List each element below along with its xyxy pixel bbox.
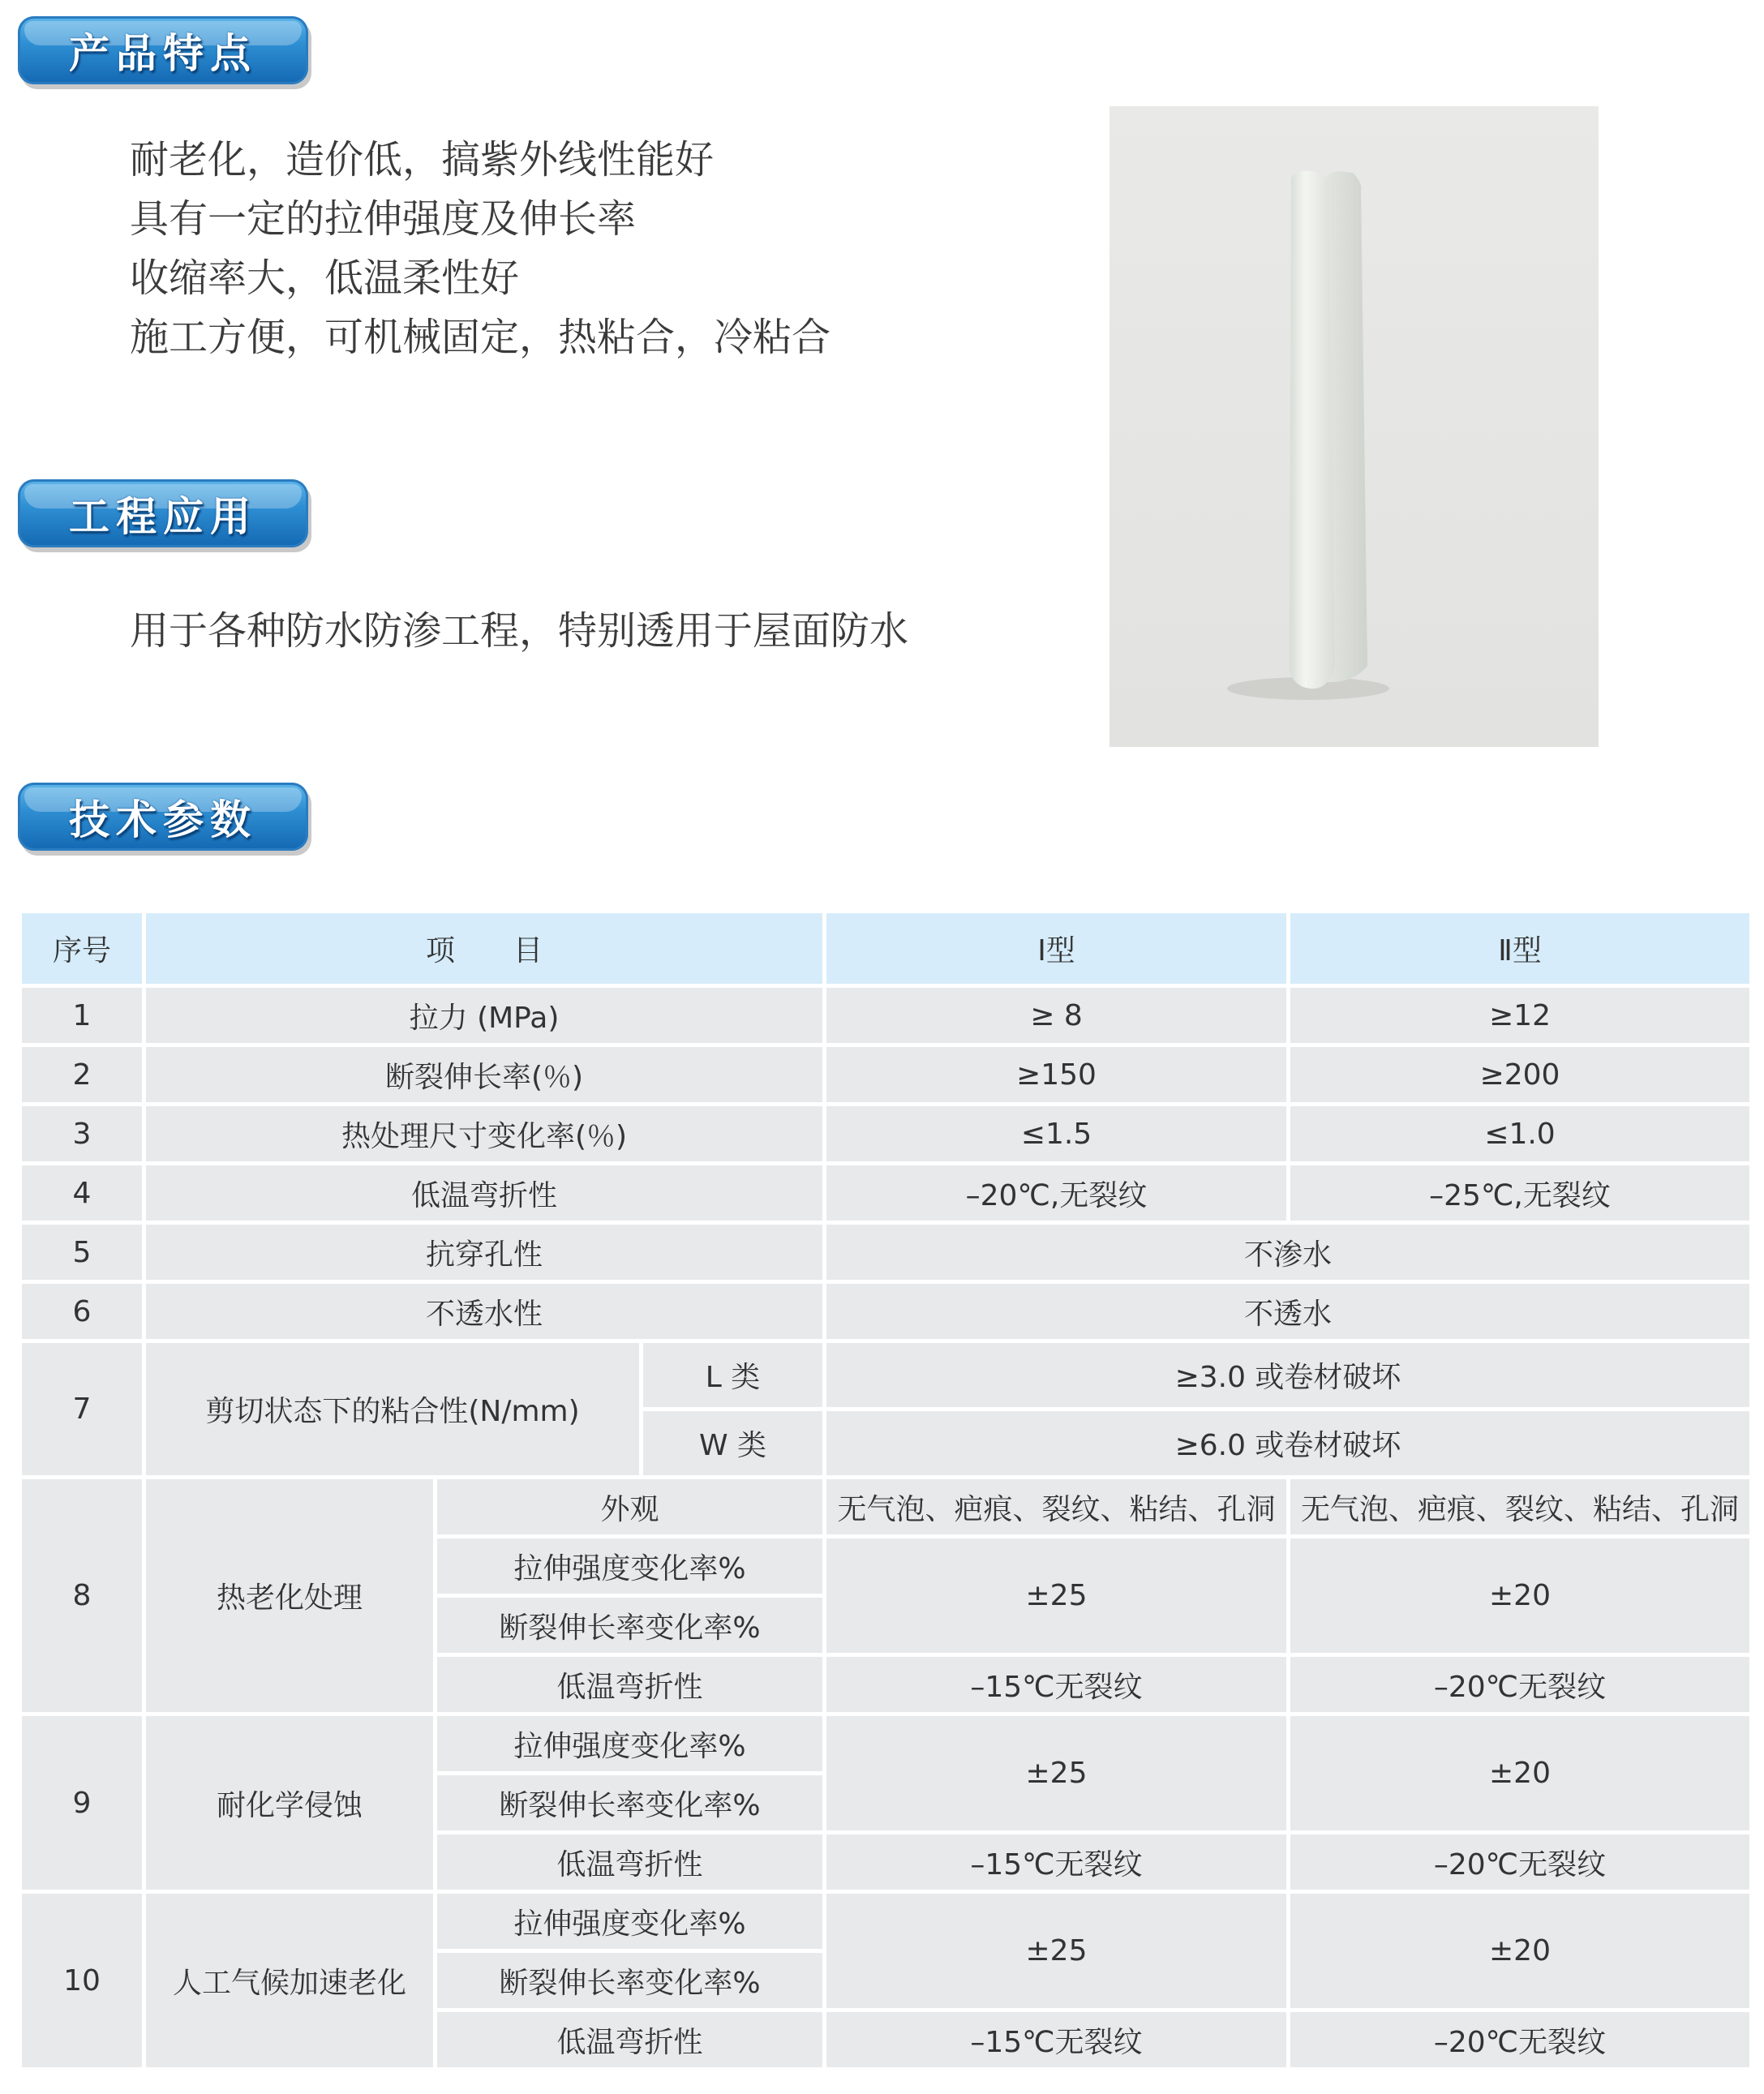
cell-type1: 无气泡、疤痕、裂纹、粘结、孔洞: [826, 1479, 1286, 1534]
feature-line: 耐老化，造价低，搞紫外线性能好: [130, 137, 715, 182]
cell-no: 1: [22, 988, 142, 1043]
product-photo: [1109, 106, 1599, 747]
cell-type1: –20℃,无裂纹: [826, 1165, 1286, 1221]
cell-type2: –25℃,无裂纹: [1290, 1165, 1749, 1221]
application-line: 用于各种防水防渗工程，特别透用于屋面防水: [130, 608, 909, 654]
section-title: 技术参数: [69, 796, 257, 843]
cell-item: 不透水性: [146, 1284, 822, 1339]
cell-type1: ±25: [826, 1716, 1286, 1830]
cell-sub-label: L 类: [643, 1343, 822, 1407]
cell-type2: ≥200: [1290, 1047, 1749, 1102]
spec-table: [18, 909, 1753, 2071]
cell-item: 抗穿孔性: [146, 1225, 822, 1280]
cell-item: 剪切状态下的粘合性(N/mm): [146, 1343, 639, 1475]
cell-type1: –15℃无裂纹: [826, 2012, 1286, 2067]
cell-sub-label: 外观: [437, 1479, 822, 1534]
header-type2: Ⅱ型: [1290, 913, 1749, 984]
table-row: [22, 1716, 1749, 1771]
feature-line: 施工方便，可机械固定，热粘合，冷粘合: [130, 315, 831, 360]
section-title: 工程应用: [69, 492, 257, 540]
cell-both: 不透水: [826, 1284, 1749, 1339]
header-no: 序号: [22, 913, 142, 984]
cell-sub-label: 断裂伸长率变化率%: [437, 1598, 822, 1653]
cell-type2: ±20: [1290, 1716, 1749, 1830]
cell-item: 耐化学侵蚀: [146, 1716, 433, 1890]
cell-no: 3: [22, 1106, 142, 1161]
cell-sub-label: 拉伸强度变化率%: [437, 1538, 822, 1594]
table-row: [22, 1106, 1749, 1161]
cell-item: 热处理尺寸变化率(％): [146, 1106, 822, 1161]
cell-type2: ±20: [1290, 1538, 1749, 1653]
cell-no: 8: [22, 1479, 142, 1712]
cell-sub-label: 低温弯折性: [437, 2012, 822, 2067]
cell-sub-label: 低温弯折性: [437, 1834, 822, 1890]
cell-type2: ±20: [1290, 1894, 1749, 2008]
table-row: [22, 1047, 1749, 1102]
table-row: [22, 1284, 1749, 1339]
cell-item: 人工气候加速老化: [146, 1894, 433, 2067]
cell-no: 6: [22, 1284, 142, 1339]
cell-no: 9: [22, 1716, 142, 1890]
cell-type1: –15℃无裂纹: [826, 1834, 1286, 1890]
cell-item: 低温弯折性: [146, 1165, 822, 1221]
cell-sub-label: 低温弯折性: [437, 1657, 822, 1712]
cell-sub-label: 断裂伸长率变化率%: [437, 1775, 822, 1830]
header-item: 项 目: [146, 913, 822, 984]
section-tag-application: [18, 479, 308, 547]
section-tag-features: [18, 16, 308, 84]
cell-type1: ±25: [826, 1538, 1286, 1653]
cell-item: 热老化处理: [146, 1479, 433, 1712]
cell-both: 不渗水: [826, 1225, 1749, 1280]
table-row: [22, 1479, 1749, 1534]
cell-sub-label: W 类: [643, 1411, 822, 1475]
cell-no: 5: [22, 1225, 142, 1280]
cell-no: 10: [22, 1894, 142, 2067]
cell-item: 断裂伸长率(％): [146, 1047, 822, 1102]
feature-line: 具有一定的拉伸强度及伸长率: [130, 196, 637, 242]
membrane-roll-image: [1109, 106, 1599, 747]
feature-line: 收缩率大，低温柔性好: [130, 255, 520, 301]
cell-item: 拉力 (MPa): [146, 988, 822, 1043]
table-row: [22, 988, 1749, 1043]
table-row: [22, 1343, 1749, 1407]
cell-sub-label: 拉伸强度变化率%: [437, 1716, 822, 1771]
cell-type1: ±25: [826, 1894, 1286, 2008]
cell-sub-label: 拉伸强度变化率%: [437, 1894, 822, 1949]
cell-type2: –20℃无裂纹: [1290, 1834, 1749, 1890]
cell-type1: ≥ 8: [826, 988, 1286, 1043]
cell-type2: –20℃无裂纹: [1290, 2012, 1749, 2067]
cell-type2: –20℃无裂纹: [1290, 1657, 1749, 1712]
cell-type2: 无气泡、疤痕、裂纹、粘结、孔洞: [1290, 1479, 1749, 1534]
cell-no: 4: [22, 1165, 142, 1221]
table-row: [22, 1894, 1749, 1949]
cell-no: 7: [22, 1343, 142, 1475]
features-list: [130, 131, 830, 367]
cell-type1: ≤1.5: [826, 1106, 1286, 1161]
table-row: [22, 1225, 1749, 1280]
cell-type1: ≥150: [826, 1047, 1286, 1102]
cell-both: ≥6.0 或卷材破坏: [826, 1411, 1749, 1475]
cell-type2: ≤1.0: [1290, 1106, 1749, 1161]
cell-type1: –15℃无裂纹: [826, 1657, 1286, 1712]
cell-sub-label: 断裂伸长率变化率%: [437, 1953, 822, 2008]
cell-type2: ≥12: [1290, 988, 1749, 1043]
header-type1: Ⅰ型: [826, 913, 1286, 984]
cell-no: 2: [22, 1047, 142, 1102]
section-title: 产品特点: [69, 29, 257, 77]
table-row: [22, 1165, 1749, 1221]
section-tag-params: [18, 783, 308, 851]
application-list: [130, 602, 908, 661]
table-header-row: [22, 913, 1749, 984]
cell-both: ≥3.0 或卷材破坏: [826, 1343, 1749, 1407]
